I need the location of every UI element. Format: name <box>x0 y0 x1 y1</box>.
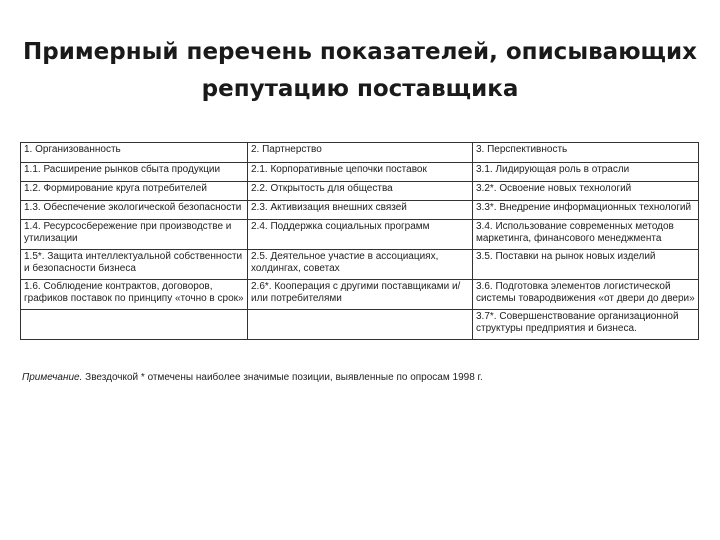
table-cell: 2.3. Активизация внешних связей <box>248 201 473 220</box>
slide-title-line-2: репутацию поставщика <box>201 76 519 102</box>
table-cell: 2.4. Поддержка социальных программ <box>248 220 473 250</box>
slide-title-line-1: Примерный перечень показателей, описывающих <box>23 39 697 65</box>
table-cell: 1.1. Расширение рынков сбыта продукции <box>21 163 248 182</box>
column-header-prospects: 3. Перспективность <box>473 143 699 163</box>
table-row <box>21 201 699 220</box>
table-cell: 3.3*. Внедрение информационных технологий <box>473 201 699 220</box>
table-footnote <box>22 372 702 383</box>
table-cell: 3.6. Подготовка элементов логистической системы товародвижения «от двери до двери» <box>473 280 699 310</box>
slide-title <box>20 34 700 108</box>
table-cell: 3.2*. Освоение новых технологий <box>473 182 699 201</box>
indicators-table-container <box>20 142 698 340</box>
table-cell: 2.2. Открытость для общества <box>248 182 473 201</box>
footnote-label: Примечание. <box>22 372 83 383</box>
table-row <box>21 280 699 310</box>
table-cell: 1.5*. Защита интеллектуальной собственности и безопасности бизнеса <box>21 250 248 280</box>
table-cell: 3.7*. Совершенствование организационной структуры предприятия и бизнеса. <box>473 310 699 340</box>
table-cell-empty <box>248 310 473 340</box>
table-cell-empty <box>21 310 248 340</box>
table-row <box>21 163 699 182</box>
table-row <box>21 182 699 201</box>
indicators-table <box>20 142 699 340</box>
footnote-text: Звездочкой * отмечены наиболее значимые позиции, выявленные по опросам 1998 г. <box>85 372 483 383</box>
table-row <box>21 310 699 340</box>
column-header-partnership: 2. Партнерство <box>248 143 473 163</box>
column-header-organization: 1. Организованность <box>21 143 248 163</box>
table-cell: 2.6*. Кооперация с другими поставщиками и/или потребителями <box>248 280 473 310</box>
table-cell: 2.5. Деятельное участие в ассоциациях, холдингах, советах <box>248 250 473 280</box>
table-header-row <box>21 143 699 163</box>
table-cell: 1.2. Формирование круга потребителей <box>21 182 248 201</box>
table-cell: 3.4. Использование современных методов маркетинга, финансового менеджмента <box>473 220 699 250</box>
table-row <box>21 220 699 250</box>
table-row <box>21 250 699 280</box>
table-cell: 1.6. Соблюдение контрактов, договоров, графиков поставок по принципу «точно в срок» <box>21 280 248 310</box>
table-cell: 2.1. Корпоративные цепочки поставок <box>248 163 473 182</box>
table-cell: 3.5. Поставки на рынок новых изделий <box>473 250 699 280</box>
table-cell: 1.3. Обеспечение экологической безопасности <box>21 201 248 220</box>
table-cell: 1.4. Ресурсосбережение при производстве и утилизации <box>21 220 248 250</box>
table-cell: 3.1. Лидирующая роль в отрасли <box>473 163 699 182</box>
